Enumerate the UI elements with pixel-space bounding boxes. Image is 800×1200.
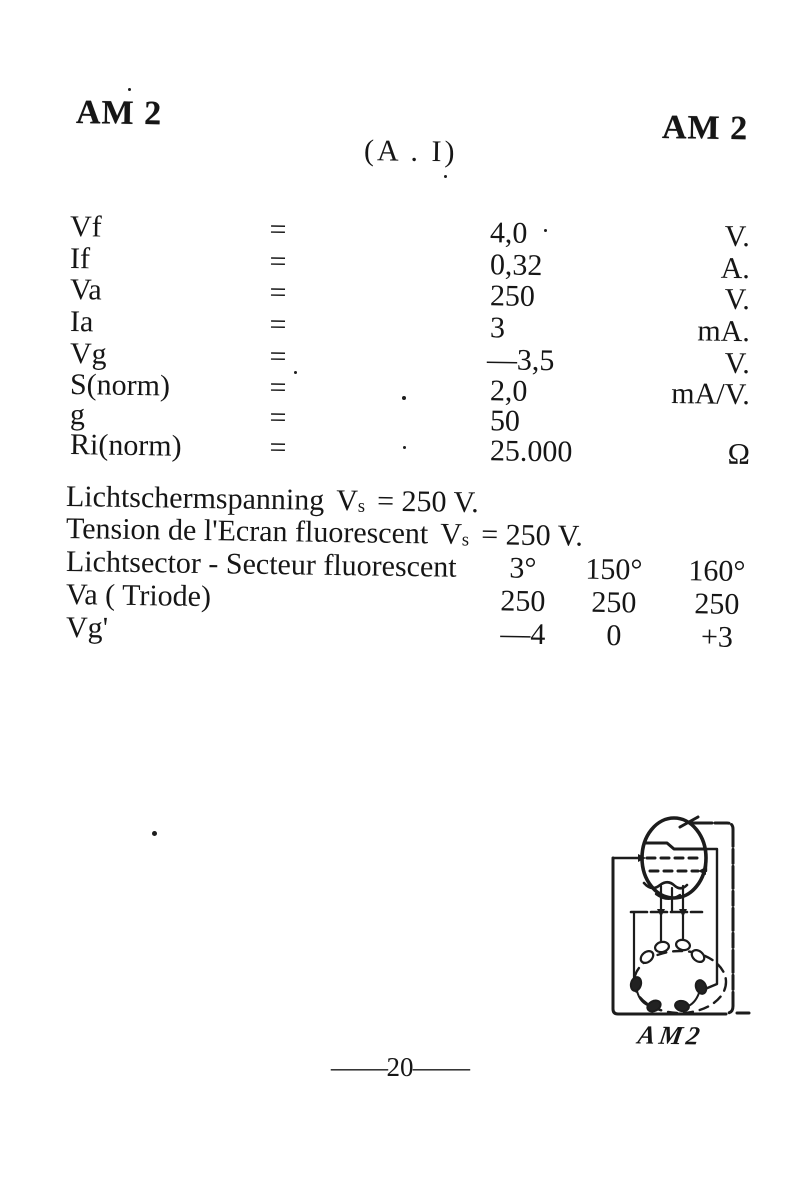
cell-value: 0 bbox=[606, 618, 622, 653]
cell-value: 160° bbox=[688, 554, 746, 589]
param-value: 50 bbox=[489, 404, 521, 438]
equals-sign: = bbox=[269, 431, 287, 465]
param-unit: V. bbox=[724, 282, 751, 317]
cell-value: 250 bbox=[500, 584, 546, 619]
cell-value: 3° bbox=[509, 551, 537, 585]
cell-value: 250 bbox=[591, 585, 637, 620]
equals-sign: = bbox=[269, 245, 287, 279]
diagram-caption: AM2 bbox=[635, 1020, 706, 1051]
param-value: 250 bbox=[489, 279, 536, 313]
param-value: 2,0 bbox=[489, 374, 528, 408]
equals-sign: = bbox=[269, 213, 287, 247]
scan-speck bbox=[128, 88, 131, 91]
param-label: g bbox=[69, 398, 86, 432]
param-unit: V. bbox=[724, 219, 751, 254]
section-subtitle: (A . I) bbox=[363, 134, 458, 169]
footer-dash: — bbox=[412, 1052, 470, 1082]
row-label: Va ( Triode) bbox=[65, 577, 212, 614]
equals-sign: = bbox=[269, 401, 287, 435]
symbol-vs: Vs bbox=[335, 483, 366, 518]
param-label: S(norm) bbox=[69, 368, 171, 403]
symbol-vs: Vs bbox=[440, 517, 470, 551]
scan-speck bbox=[444, 175, 447, 178]
param-label: Vf bbox=[69, 210, 102, 244]
line-value: = 250 V. bbox=[480, 518, 584, 553]
param-label: Ia bbox=[69, 305, 94, 339]
page-number: 20 bbox=[386, 1052, 414, 1082]
param-label: If bbox=[69, 242, 91, 276]
line-value: = 250 V. bbox=[376, 484, 480, 520]
line-text: Tension de l'Ecran fluorescent bbox=[65, 511, 429, 551]
param-unit: A. bbox=[720, 251, 751, 286]
param-value: 25.000 bbox=[489, 434, 573, 469]
param-value: —3,5 bbox=[486, 343, 555, 378]
equals-sign: = bbox=[269, 340, 287, 374]
page-footer bbox=[0, 1052, 800, 1083]
cell-value: +3 bbox=[700, 620, 734, 654]
line-text: Lichtschermspanning bbox=[65, 479, 325, 517]
param-unit: V. bbox=[724, 346, 751, 381]
param-label: Va bbox=[69, 273, 102, 307]
cell-value: —4 bbox=[500, 617, 546, 652]
row-label: Vg' bbox=[65, 610, 109, 645]
param-unit: mA. bbox=[697, 314, 751, 349]
param-value: 0,32 bbox=[489, 248, 543, 283]
footer-dash: — bbox=[330, 1052, 388, 1082]
row-label: Lichtsector - Secteur fluorescent bbox=[65, 544, 457, 584]
scan-speck bbox=[402, 396, 406, 400]
scan-speck bbox=[544, 229, 547, 232]
cell-value: 250 bbox=[694, 587, 740, 621]
page-title-right: AM 2 bbox=[661, 109, 749, 148]
param-label: Ri(norm) bbox=[69, 428, 182, 463]
param-unit: mA/V. bbox=[671, 376, 751, 412]
page-title-left: AM 2 bbox=[75, 94, 163, 133]
param-value: 4,0 bbox=[489, 216, 528, 250]
scan-speck bbox=[403, 446, 406, 449]
param-value: 3 bbox=[489, 311, 506, 345]
scan-speck bbox=[152, 831, 157, 836]
equals-sign: = bbox=[269, 276, 287, 310]
param-label: Vg bbox=[69, 337, 107, 371]
equals-sign: = bbox=[269, 308, 287, 342]
cell-value: 150° bbox=[585, 552, 643, 587]
equals-sign: = bbox=[269, 371, 287, 405]
param-unit: Ω bbox=[727, 437, 751, 472]
scan-speck bbox=[294, 371, 297, 374]
tube-pinout-diagram bbox=[598, 806, 768, 1056]
